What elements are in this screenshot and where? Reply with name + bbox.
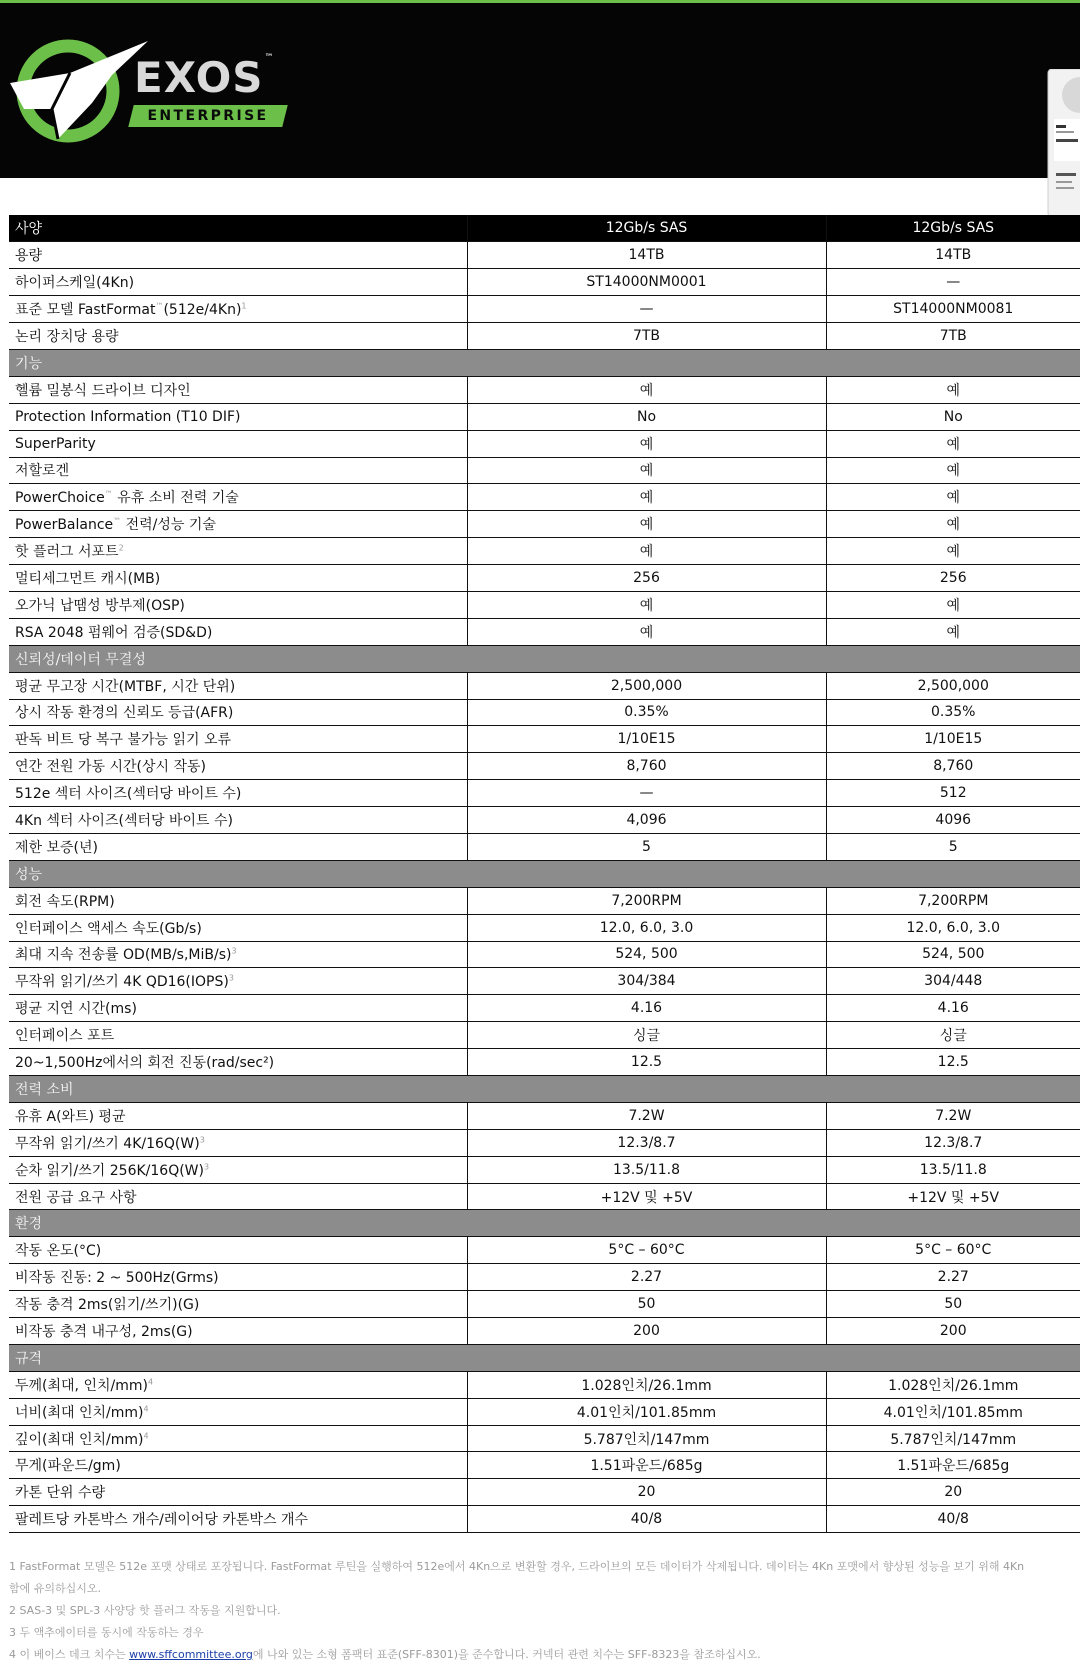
footnote-ref: 4 xyxy=(147,1377,154,1387)
table-row xyxy=(9,1264,1080,1291)
spec-value-col-1: No xyxy=(467,403,826,430)
spec-label: 너비(최대 인치/mm)$^4$ xyxy=(9,1398,467,1425)
table-row xyxy=(9,807,1080,834)
table-row xyxy=(9,1425,1080,1452)
spec-value-col-2: 40/8 xyxy=(826,1506,1080,1533)
spec-value-col-2: 50 xyxy=(826,1291,1080,1318)
brand-tagline-badge xyxy=(128,105,287,127)
specification-table xyxy=(9,215,1080,1533)
spec-value-col-1: 예 xyxy=(467,618,826,645)
section-title: 성능 xyxy=(9,860,1080,887)
section-header-row xyxy=(9,1210,1080,1237)
spec-value-col-1: ST14000NM0001 xyxy=(467,269,826,296)
spec-value-col-2: 7.2W xyxy=(826,1102,1080,1129)
spec-value-col-1: 0.35% xyxy=(467,699,826,726)
spec-value-col-2: 5.787인치/147mm xyxy=(826,1425,1080,1452)
spec-value-col-1: 40/8 xyxy=(467,1506,826,1533)
table-row xyxy=(9,887,1080,914)
spec-label: 저할로겐 xyxy=(9,457,467,484)
spec-label: 전원 공급 요구 사항 xyxy=(9,1183,467,1210)
table-row xyxy=(9,699,1080,726)
spec-label: 평균 지연 시간(ms) xyxy=(9,995,467,1022)
spec-value-col-2: 7,200RPM xyxy=(826,887,1080,914)
table-row xyxy=(9,753,1080,780)
hard-drive-product-icon xyxy=(1046,69,1080,217)
spec-value-col-2: 7TB xyxy=(826,323,1080,350)
spec-label: 상시 작동 환경의 신뢰도 등급(AFR) xyxy=(9,699,467,726)
spec-value-col-1: 12.0, 6.0, 3.0 xyxy=(467,914,826,941)
section-title: 신뢰성/데이터 무결성 xyxy=(9,645,1080,672)
spec-value-col-1: 1.028인치/26.1mm xyxy=(467,1371,826,1398)
spec-value-col-2: 2.27 xyxy=(826,1264,1080,1291)
specification-rows xyxy=(9,242,1080,1533)
spec-label: 깊이(최대 인치/mm)$^4$ xyxy=(9,1425,467,1452)
table-row xyxy=(9,1022,1080,1049)
spec-value-col-2: 20 xyxy=(826,1479,1080,1506)
footnote-ref: 3 xyxy=(203,1161,210,1171)
header-model-col-1: 12Gb/s SAS xyxy=(467,215,826,242)
spec-label: 회전 속도(RPM) xyxy=(9,887,467,914)
footnote-4: 4 이 베이스 데크 치수는 www.sffcommittee.org에 나와 있는 소형 폼팩터 표준(SFF-8301)을 준수합니다. 커넥터 관련 치수는 SFF-8323을 참조하십시오. xyxy=(9,1648,761,1661)
spec-value-col-1: 4.01인치/101.85mm xyxy=(467,1398,826,1425)
table-row xyxy=(9,672,1080,699)
page-header xyxy=(0,0,1080,178)
spec-label: 4Kn 섹터 사이즈(섹터당 바이트 수) xyxy=(9,807,467,834)
table-row xyxy=(9,538,1080,565)
spec-value-col-1: — xyxy=(467,780,826,807)
section-title: 규격 xyxy=(9,1344,1080,1371)
table-row xyxy=(9,1237,1080,1264)
spec-label: 20~1,500Hz에서의 회전 진동(rad/sec²) xyxy=(9,1049,467,1076)
spec-value-col-1: 13.5/11.8 xyxy=(467,1156,826,1183)
spec-value-col-2: 5 xyxy=(826,833,1080,860)
spec-value-col-2: ST14000NM0081 xyxy=(826,296,1080,323)
spec-value-col-2: 1/10E15 xyxy=(826,726,1080,753)
brand-name: EXOS™ xyxy=(134,53,275,102)
section-header-row xyxy=(9,860,1080,887)
header-spec-label: 사양 xyxy=(9,215,467,242)
spec-value-col-2: 12.5 xyxy=(826,1049,1080,1076)
footnote-1: 1 FastFormat 모델은 512e 포맷 상태로 포장됩니다. FastFormat 루틴을 실행하여 512e에서 4Kn으로 변환할 경우, 드라이브의 모든 데이터가 삭제됩니다. 데이터는 4Kn 포맷에서 향상된 성능을 보기 위해 4Kn 함에 유의하십시오. xyxy=(9,1560,1025,1595)
table-row xyxy=(9,1371,1080,1398)
spec-value-col-1: 예 xyxy=(467,457,826,484)
table-row xyxy=(9,430,1080,457)
table-row xyxy=(9,1183,1080,1210)
footnote-ref: 3 xyxy=(228,973,234,983)
table-header-row xyxy=(9,215,1080,242)
spec-label: 헬륨 밀봉식 드라이브 디자인 xyxy=(9,376,467,403)
footnote-ref: 1 xyxy=(241,301,247,311)
spec-label: 최대 지속 전송률 $OD(MB/s,MiB/s)^3$ xyxy=(9,941,467,968)
spec-label: PowerBalance™ 전력/성능 기술 xyxy=(9,511,467,538)
table-row xyxy=(9,914,1080,941)
spec-value-col-2: 예 xyxy=(826,591,1080,618)
table-row xyxy=(9,1398,1080,1425)
spec-value-col-2: 예 xyxy=(826,484,1080,511)
spec-label: 하이퍼스케일(4Kn) xyxy=(9,269,467,296)
footnote-3: 3 두 액추에이터를 동시에 작동하는 경우 xyxy=(9,1626,204,1639)
table-row xyxy=(9,618,1080,645)
spec-value-col-2: 8,760 xyxy=(826,753,1080,780)
header-model-col-2: 12Gb/s SAS xyxy=(826,215,1080,242)
spec-value-col-1: 5.787인치/147mm xyxy=(467,1425,826,1452)
spec-value-col-1: +12V 및 +5V xyxy=(467,1183,826,1210)
spec-label: 팔레트당 카톤박스 개수/레이어당 카톤박스 개수 xyxy=(9,1506,467,1533)
spec-value-col-1: 20 xyxy=(467,1479,826,1506)
table-row xyxy=(9,1479,1080,1506)
section-header-row xyxy=(9,645,1080,672)
spec-label: 비작동 충격 내구성, 2ms(G) xyxy=(9,1318,467,1345)
spec-value-col-1: 5 xyxy=(467,833,826,860)
footnotes xyxy=(9,1556,1080,1666)
table-row xyxy=(9,376,1080,403)
footnote-ref: 4 xyxy=(143,1430,149,1440)
spec-label: SuperParity xyxy=(9,430,467,457)
spec-value-col-2: 예 xyxy=(826,538,1080,565)
table-row xyxy=(9,1129,1080,1156)
spec-value-col-2: 1.028인치/26.1mm xyxy=(826,1371,1080,1398)
table-row xyxy=(9,995,1080,1022)
footnote-ref: 2 xyxy=(118,543,124,553)
section-title: 기능 xyxy=(9,349,1080,376)
table-row xyxy=(9,242,1080,269)
table-row xyxy=(9,1049,1080,1076)
spec-label: 512e 섹터 사이즈(섹터당 바이트 수) xyxy=(9,780,467,807)
spec-value-col-1: 1.51파운드/685g xyxy=(467,1452,826,1479)
spec-label: 용량 xyxy=(9,242,467,269)
spec-value-col-2: — xyxy=(826,269,1080,296)
spec-value-col-2: 5°C – 60°C xyxy=(826,1237,1080,1264)
spec-value-col-2: 0.35% xyxy=(826,699,1080,726)
spec-value-col-2: 14TB xyxy=(826,242,1080,269)
brand-tagline: ENTERPRISE xyxy=(147,108,269,124)
spec-label: 작동 온도(°C) xyxy=(9,1237,467,1264)
spec-value-col-1: 304/384 xyxy=(467,968,826,995)
spec-value-col-1: 2,500,000 xyxy=(467,672,826,699)
spec-value-col-1: 12.3/8.7 xyxy=(467,1129,826,1156)
spec-value-col-2: 12.3/8.7 xyxy=(826,1129,1080,1156)
spec-value-col-2: 예 xyxy=(826,376,1080,403)
spec-value-col-2: 13.5/11.8 xyxy=(826,1156,1080,1183)
spec-label: 작동 충격 2ms(읽기/쓰기)(G) xyxy=(9,1291,467,1318)
spec-value-col-2: No xyxy=(826,403,1080,430)
table-row xyxy=(9,296,1080,323)
spec-value-col-1: 524, 500 xyxy=(467,941,826,968)
spec-value-col-2: 예 xyxy=(826,618,1080,645)
spec-value-col-1: 7.2W xyxy=(467,1102,826,1129)
spec-value-col-2: 4.16 xyxy=(826,995,1080,1022)
spec-label: 두께(최대, 인치/mm)$^4$ xyxy=(9,1371,467,1398)
section-title: 전력 소비 xyxy=(9,1076,1080,1103)
spec-value-col-1: 256 xyxy=(467,565,826,592)
table-row xyxy=(9,1452,1080,1479)
spec-value-col-1: 14TB xyxy=(467,242,826,269)
table-row xyxy=(9,780,1080,807)
footnote-2: 2 SAS-3 및 SPL-3 사양당 핫 플러그 작동을 지원합니다. xyxy=(9,1604,281,1617)
spec-label: 유휴 A(와트) 평균 xyxy=(9,1102,467,1129)
table-row xyxy=(9,968,1080,995)
spec-value-col-2: 200 xyxy=(826,1318,1080,1345)
spec-label: 핫 플러그 서포트$^2$ xyxy=(9,538,467,565)
footnote-ref: 4 xyxy=(143,1403,149,1413)
table-row xyxy=(9,1291,1080,1318)
spec-value-col-2: 4.01인치/101.85mm xyxy=(826,1398,1080,1425)
spec-value-col-1: 7TB xyxy=(467,323,826,350)
spec-value-col-2: 512 xyxy=(826,780,1080,807)
spec-label: PowerChoice™ 유휴 소비 전력 기술 xyxy=(9,484,467,511)
table-row xyxy=(9,1102,1080,1129)
spec-value-col-1: 12.5 xyxy=(467,1049,826,1076)
spec-value-col-2: 4096 xyxy=(826,807,1080,834)
spec-value-col-1: 2.27 xyxy=(467,1264,826,1291)
section-title: 환경 xyxy=(9,1210,1080,1237)
spec-value-col-2: 12.0, 6.0, 3.0 xyxy=(826,914,1080,941)
spec-value-col-2: 304/448 xyxy=(826,968,1080,995)
spec-value-col-2: 예 xyxy=(826,511,1080,538)
table-row xyxy=(9,323,1080,350)
spec-value-col-1: 예 xyxy=(467,376,826,403)
spec-label: 판독 비트 당 복구 불가능 읽기 오류 xyxy=(9,726,467,753)
spec-value-col-1: 예 xyxy=(467,538,826,565)
table-row xyxy=(9,457,1080,484)
spec-label: 표준 모델 $FastFormat™(512e/4Kn)^1$ xyxy=(9,296,467,323)
table-row xyxy=(9,1156,1080,1183)
spec-value-col-1: 4,096 xyxy=(467,807,826,834)
footnote-ref: 3 xyxy=(231,946,237,956)
spec-label: 비작동 진동: 2 ~ 500Hz(Grms) xyxy=(9,1264,467,1291)
spec-value-col-1: 싱글 xyxy=(467,1022,826,1049)
spec-label: 무작위 읽기/쓰기 $4K/16Q(W)^3$ xyxy=(9,1129,467,1156)
spec-label: RSA 2048 펌웨어 검증(SD&D) xyxy=(9,618,467,645)
spec-label: 오가닉 납땜성 방부제(OSP) xyxy=(9,591,467,618)
spec-value-col-1: 7,200RPM xyxy=(467,887,826,914)
spec-value-col-1: 예 xyxy=(467,511,826,538)
spec-value-col-1: 4.16 xyxy=(467,995,826,1022)
section-header-row xyxy=(9,1076,1080,1103)
table-row xyxy=(9,1506,1080,1533)
table-row xyxy=(9,941,1080,968)
table-row xyxy=(9,591,1080,618)
spec-value-col-2: 싱글 xyxy=(826,1022,1080,1049)
table-row xyxy=(9,484,1080,511)
sffcommittee-link[interactable]: www.sffcommittee.org xyxy=(129,1648,253,1661)
table-row xyxy=(9,565,1080,592)
spec-value-col-1: 5°C – 60°C xyxy=(467,1237,826,1264)
spec-value-col-2: 1.51파운드/685g xyxy=(826,1452,1080,1479)
spec-value-col-1: 예 xyxy=(467,591,826,618)
table-row xyxy=(9,403,1080,430)
spec-label: 인터페이스 포트 xyxy=(9,1022,467,1049)
spec-value-col-2: 예 xyxy=(826,457,1080,484)
footnote-ref: 3 xyxy=(199,1135,205,1145)
spec-label: 무작위 읽기/쓰기 4K QD16(IOPS)$^3$ xyxy=(9,968,467,995)
spec-label: 무게(파운드/gm) xyxy=(9,1452,467,1479)
spec-value-col-1: 1/10E15 xyxy=(467,726,826,753)
spec-value-col-2: 256 xyxy=(826,565,1080,592)
table-row xyxy=(9,1318,1080,1345)
spec-label: Protection Information (T10 DIF) xyxy=(9,403,467,430)
spec-value-col-2: 예 xyxy=(826,430,1080,457)
table-row xyxy=(9,833,1080,860)
spec-value-col-1: 50 xyxy=(467,1291,826,1318)
spec-label: 제한 보증(년) xyxy=(9,833,467,860)
spec-value-col-2: 2,500,000 xyxy=(826,672,1080,699)
spec-label: 카톤 단위 수량 xyxy=(9,1479,467,1506)
spec-value-col-2: 524, 500 xyxy=(826,941,1080,968)
spec-value-col-2: +12V 및 +5V xyxy=(826,1183,1080,1210)
section-header-row xyxy=(9,349,1080,376)
table-row xyxy=(9,269,1080,296)
spec-value-col-1: 예 xyxy=(467,484,826,511)
spec-label: 순차 읽기/쓰기 $256K/16Q(W)^3$ xyxy=(9,1156,467,1183)
table-row xyxy=(9,726,1080,753)
spec-label: 인터페이스 액세스 속도(Gb/s) xyxy=(9,914,467,941)
spec-label: 평균 무고장 시간(MTBF, 시간 단위) xyxy=(9,672,467,699)
spec-label: 연간 전원 가동 시간(상시 작동) xyxy=(9,753,467,780)
spec-value-col-1: 200 xyxy=(467,1318,826,1345)
table-row xyxy=(9,511,1080,538)
spec-label: 논리 장치당 용량 xyxy=(9,323,467,350)
spec-value-col-1: — xyxy=(467,296,826,323)
spec-value-col-1: 8,760 xyxy=(467,753,826,780)
section-header-row xyxy=(9,1344,1080,1371)
spec-label: 멀티세그먼트 캐시(MB) xyxy=(9,565,467,592)
spec-value-col-1: 예 xyxy=(467,430,826,457)
